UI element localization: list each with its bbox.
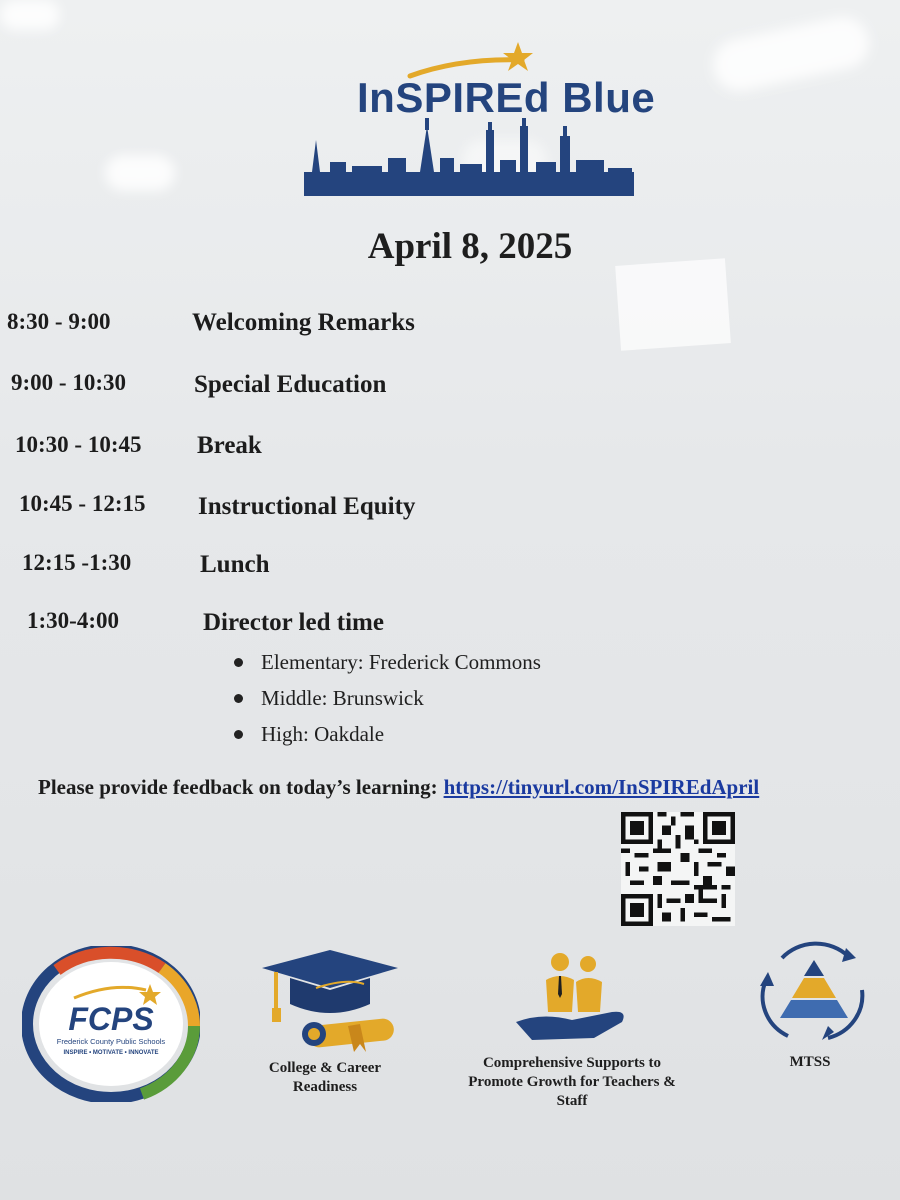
schedule-title: Instructional Equity: [198, 493, 416, 520]
list-item: [234, 684, 541, 720]
session-label: Elementary: Frederick Commons: [261, 650, 541, 674]
schedule-title: Welcoming Remarks: [192, 309, 415, 336]
supporting-hand-icon: [512, 950, 630, 1046]
bullet-icon: [234, 658, 243, 667]
mtss-caption: MTSS: [789, 1054, 831, 1070]
schedule-title: Lunch: [200, 551, 270, 578]
schedule-time: 12:15 -1:30: [22, 550, 132, 575]
bullet-icon: [234, 730, 243, 739]
mtss-pyramid-icon: [758, 940, 870, 1044]
fcps-name: Frederick County Public Schools: [56, 1037, 166, 1046]
logo-title: InSPIREd Blue: [357, 74, 656, 121]
glare: [105, 155, 175, 191]
event-date: April 8, 2025: [367, 226, 573, 267]
feedback-link[interactable]: https://tinyurl.com/InSPIREdApril: [443, 775, 760, 799]
caption-line: Staff: [556, 1093, 588, 1109]
fcps-motto: INSPIRE • MOTIVATE • INNOVATE: [63, 1050, 159, 1056]
schedule-title: Special Education: [194, 371, 387, 398]
schedule-time: 1:30-4:00: [27, 608, 119, 633]
college-caption: [240, 1059, 410, 1097]
caption-line: Comprehensive Supports to: [482, 1055, 662, 1071]
caption-line: Readiness: [292, 1079, 358, 1095]
session-label: Middle: Brunswick: [261, 686, 424, 710]
bullet-icon: [234, 694, 243, 703]
schedule-title: Break: [197, 432, 262, 459]
schedule-time: 9:00 - 10:30: [11, 370, 126, 395]
schedule-time: 10:45 - 12:15: [19, 491, 146, 516]
fcps-logo: [22, 946, 200, 1102]
fcps-abbr: FCPS: [68, 1001, 154, 1037]
feedback-line: [38, 775, 759, 800]
glare: [708, 12, 873, 96]
session-label: High: Oakdale: [261, 722, 385, 746]
schedule-time: 10:30 - 10:45: [15, 432, 142, 457]
schedule-title: Director led time: [203, 609, 384, 636]
caption-line: Promote Growth for Teachers &: [468, 1074, 676, 1090]
caption-line: College & Career: [268, 1060, 382, 1076]
feedback-prompt: Please provide feedback on today’s learning:: [38, 775, 438, 799]
glare: [615, 258, 731, 350]
supports-caption: [432, 1054, 712, 1111]
schedule-time: 8:30 - 9:00: [7, 309, 111, 334]
glare: [0, 0, 60, 30]
graduation-cap-icon: [256, 948, 404, 1054]
director-session-list: [234, 648, 541, 756]
star-icon: [503, 42, 533, 71]
qr-code-icon[interactable]: [615, 812, 741, 926]
list-item: [234, 720, 541, 756]
list-item: [234, 648, 541, 684]
